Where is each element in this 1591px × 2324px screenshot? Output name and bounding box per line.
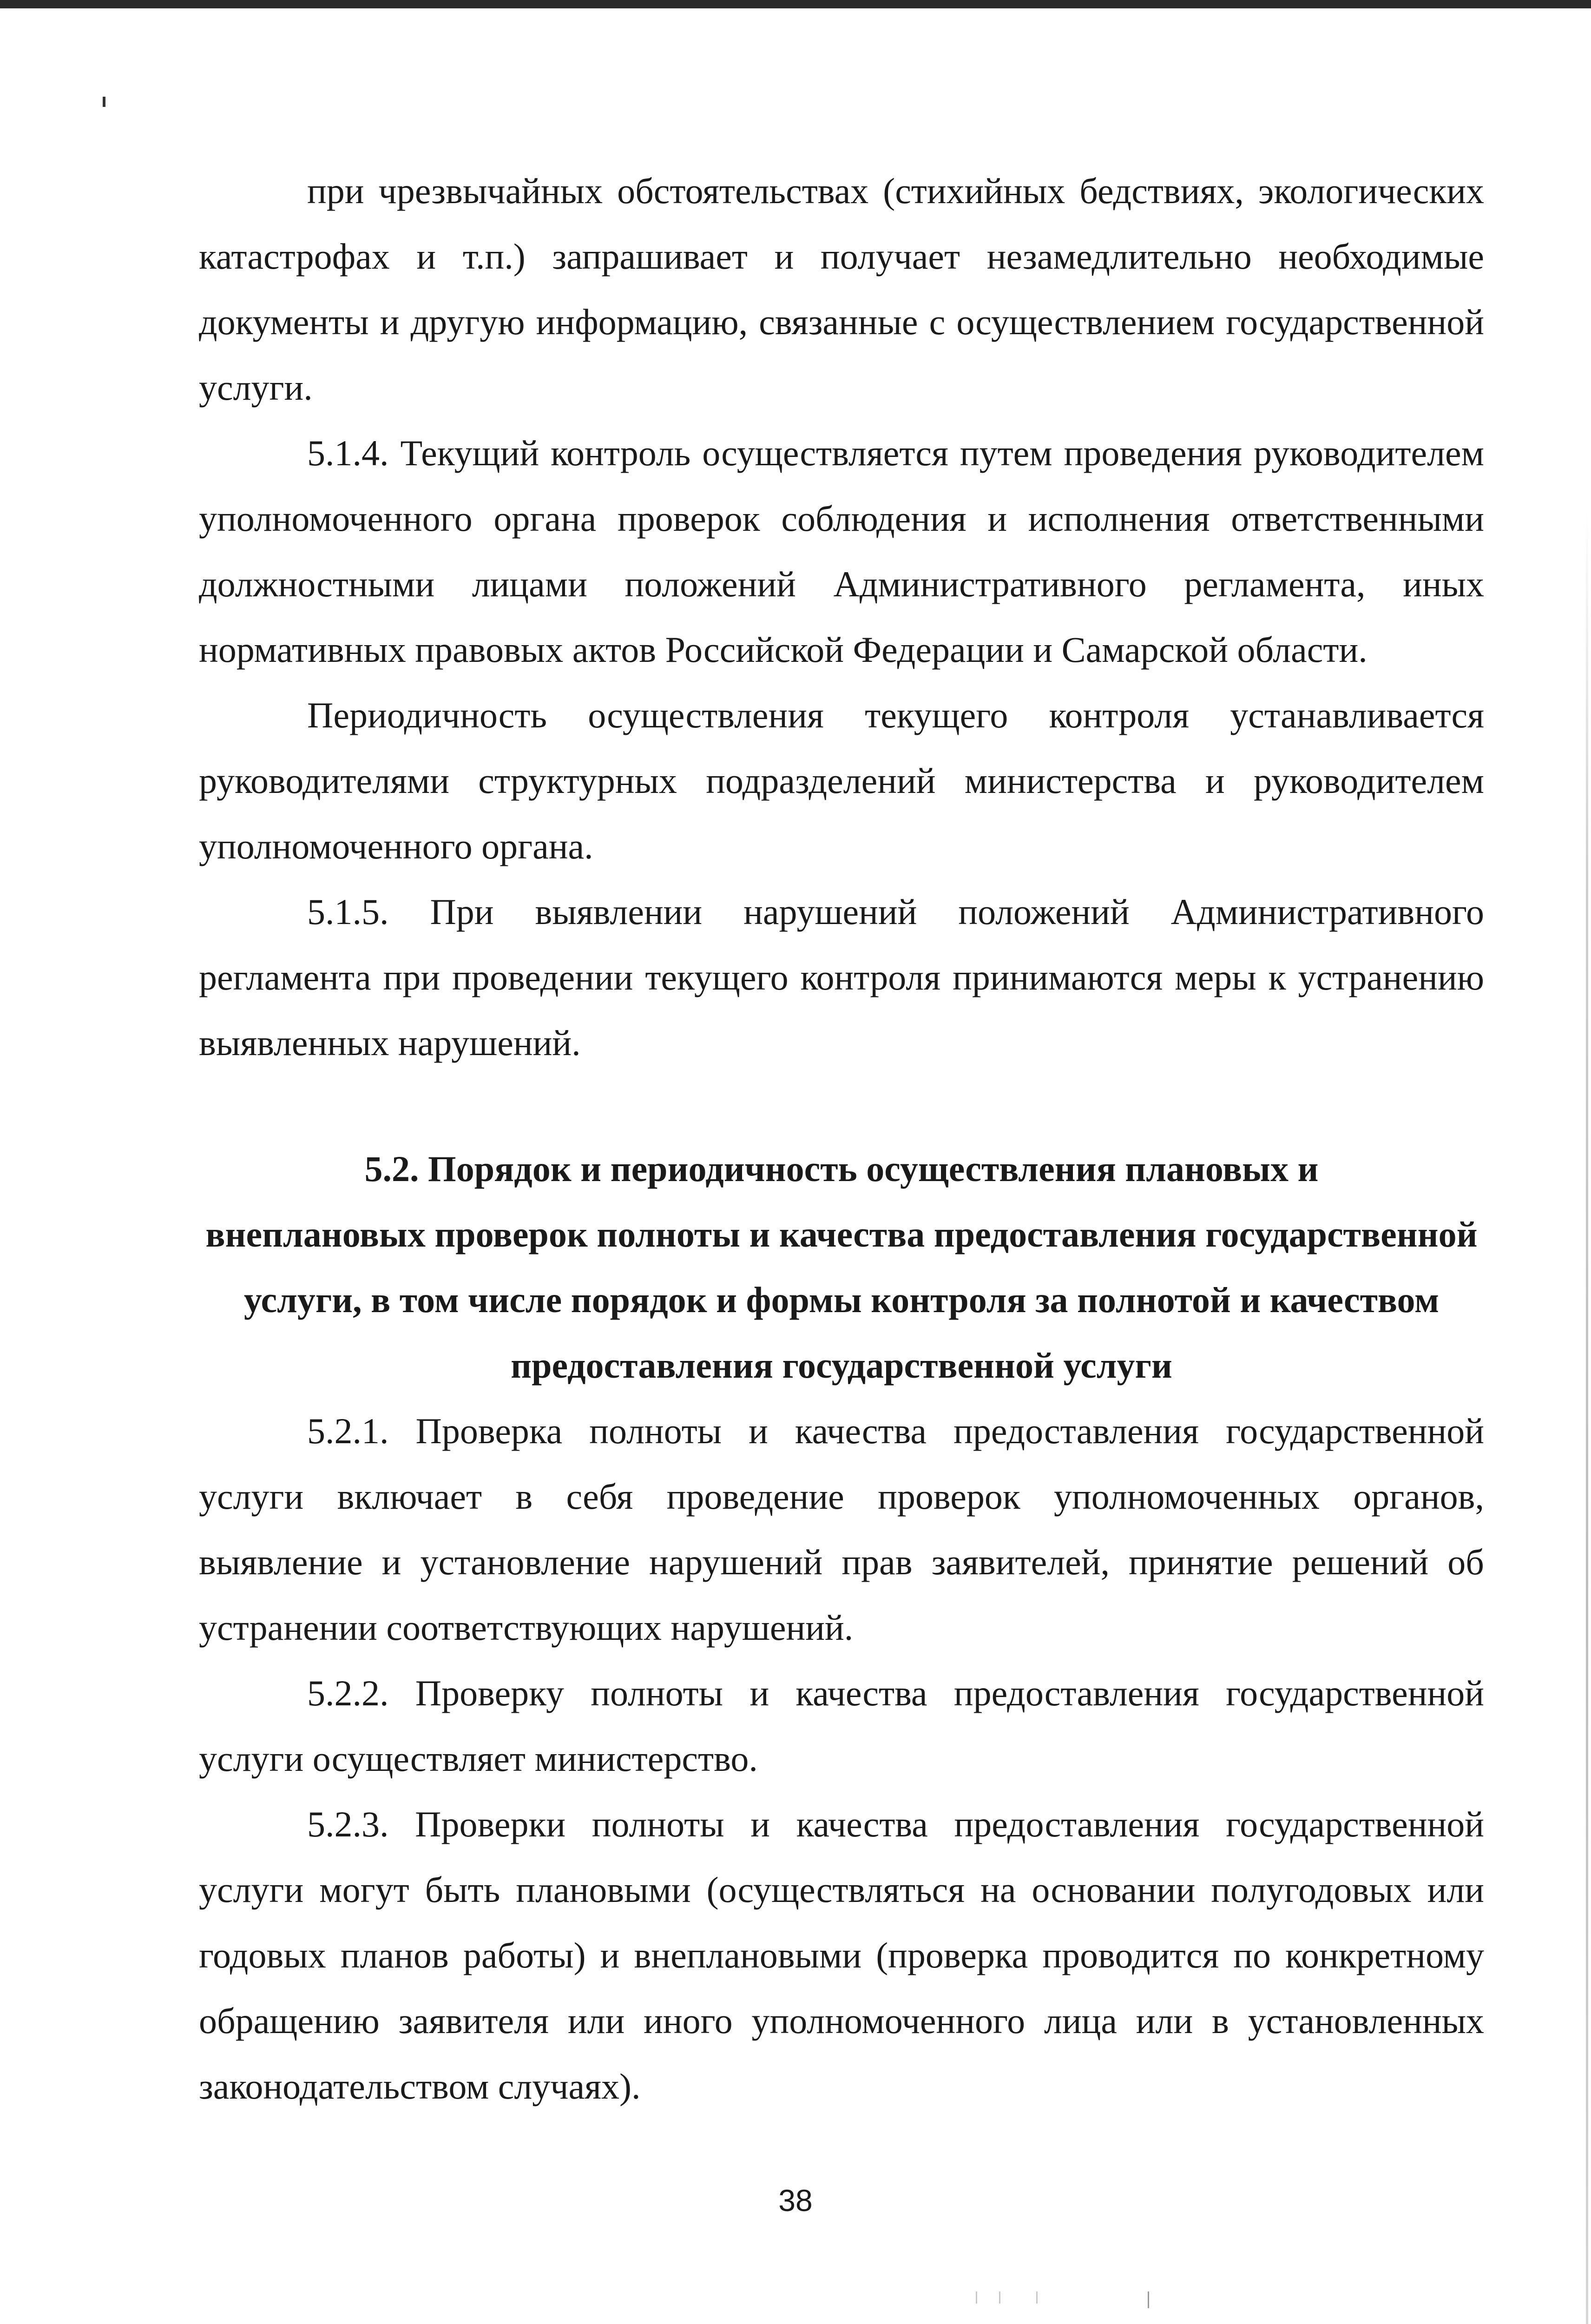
page-number: 38 <box>778 2183 813 2218</box>
paragraph-5-1-4: 5.1.4. Текущий контроль осуществляется путем проведения руководителем уполномоченного органа проверок соблюдения и исполнения ответственными должностными лицами положений Административного регламента, иных нормативных правовых актов Российской Федерации и Самарской области. <box>199 433 1484 670</box>
paragraph-continuation: при чрезвычайных обстоятельствах (стихийных бедствиях, экологических катастрофах и т.п.) запрашивает и получает незамедлительно необходимые документы и другую информацию, связанные с осуществлением государственной услуги. <box>199 171 1484 408</box>
paragraph-5-2-3: 5.2.3. Проверки полноты и качества предоставления государственной услуги могут быть плановыми (осуществляться на основании полугодовых или годовых планов работы) и внеплановыми (проверка проводится по конкретному обращению заявителя или иного уполномоченного лица или в установленных законодательством случаях). <box>199 1804 1484 2106</box>
section-heading-5-2 <box>199 1136 1484 1398</box>
paragraph-periodicity: Периодичность осуществления текущего контроля устанавливается руководителями структурных подразделений министерства и руководителем уполномоченного органа. <box>199 695 1484 866</box>
scan-noise <box>966 2291 1162 2305</box>
heading-line: предоставления государственной услуги <box>511 1345 1172 1386</box>
paragraph-5-1-5: 5.1.5. При выявлении нарушений положений Административного регламента при проведении текущего контроля принимаются меры к устранению выявленных нарушений. <box>199 891 1484 1063</box>
paragraph-5-2-1: 5.2.1. Проверка полноты и качества предоставления государственной услуги включает в себя проведение проверок уполномоченных органов, выявление и установление нарушений прав заявителей, принятие решений об устранении соответствующих нарушений. <box>199 1411 1484 1648</box>
scan-top-border <box>0 0 1591 8</box>
scan-right-edge <box>1586 511 1588 2324</box>
paragraph-5-2-2: 5.2.2. Проверку полноты и качества предоставления государственной услуги осуществляет министерство. <box>199 1673 1484 1779</box>
heading-line: внеплановых проверок полноты и качества предоставления государственной <box>205 1214 1478 1254</box>
scan-mark <box>103 97 105 107</box>
heading-line: 5.2. Порядок и периодичность осуществления плановых и <box>364 1149 1319 1189</box>
heading-line: услуги, в том числе порядок и формы контроля за полнотой и качеством <box>243 1280 1440 1320</box>
document-body <box>199 158 1484 2119</box>
